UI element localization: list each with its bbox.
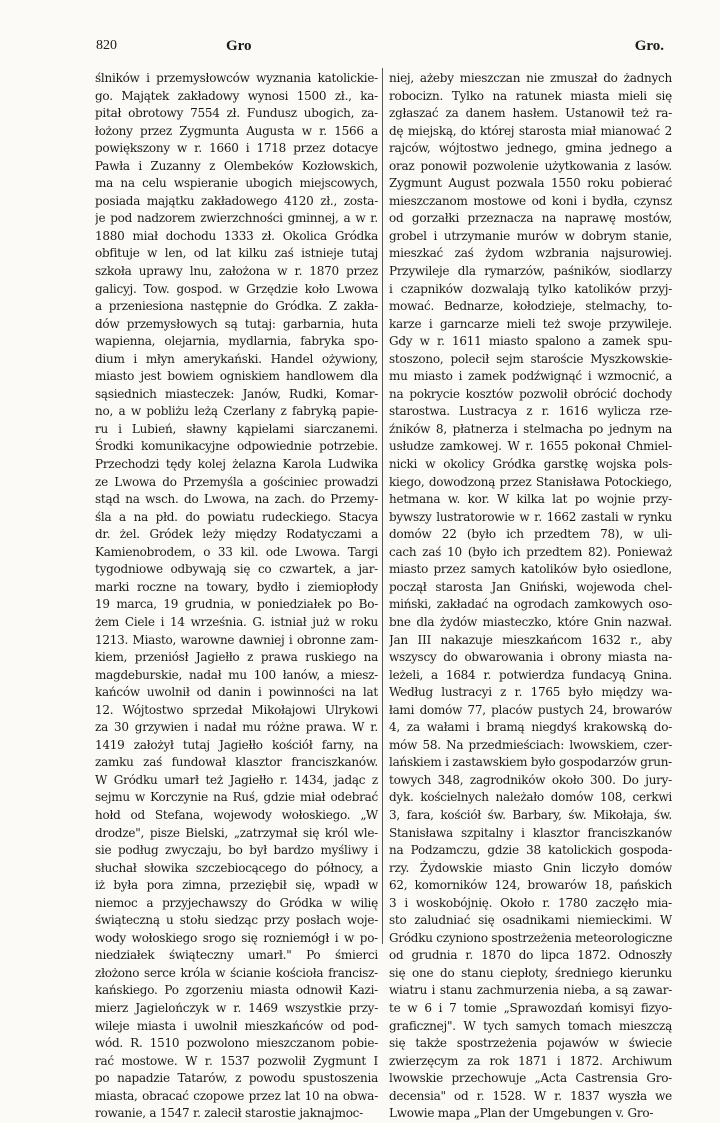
- text-line: sto zaludniać się osadnikami niemieckimi. W: [389, 913, 672, 928]
- text-line: 62, komorników 124, browarów 18, pańskich: [389, 878, 672, 893]
- text-line: wszyscy do obwarowania i obrony miasta na-: [389, 650, 672, 665]
- text-line: bywszy lustratorowie w r. 1662 zastali w rynku: [389, 509, 672, 524]
- text-line: towych 348, zagrodników około 300. Do jury-: [389, 772, 672, 787]
- text-line: robocizn. Tylko na ratunek miasta mieli się: [389, 88, 672, 103]
- text-line: niej, ażeby mieszczan nie zmuszał do żadnych: [389, 71, 672, 85]
- text-line: kiem, przeniósł Jagiełło z prawa ruskiego na: [95, 650, 378, 665]
- text-line: no, a w pobliżu leżą Czerlany z fabryką papie-: [95, 404, 378, 419]
- text-line: ru i Lubień, sławny kąpielami siarczanemi.: [95, 421, 378, 436]
- text-line: tygodniowe odbywają się co czwartek, a jar-: [95, 562, 378, 577]
- text-line: mować. Bednarze, kołodzieje, stelmachy, to-: [389, 299, 672, 314]
- text-line: szkoła uprawy lnu, założona w r. 1870 przez: [95, 264, 378, 279]
- text-line: wiatru i stanu zachmurzenia nieba, a są zawar-: [389, 983, 672, 998]
- text-line: te w 6 i 7 tomie „Sprawozdań komisyi fizyo-: [389, 1000, 672, 1015]
- text-line: na Podzamczu, gdzie 38 katolickich gospoda-: [389, 843, 672, 858]
- text-line: dr. żel. Gródek leży między Rodatyczami a: [95, 527, 378, 542]
- text-line: stąd na wsch. do Lwowa, na zach. do Przemy-: [95, 492, 378, 507]
- text-line: od gorzałki przeznacza na naprawę mostów,: [389, 211, 672, 226]
- text-line: 1213. Miasto, warowne dawniej i obronne zam-: [95, 632, 378, 647]
- text-line: zgłaszać za danem hasłem. Ustanowił też ra-: [389, 106, 672, 121]
- left-text-column: [95, 70, 378, 1123]
- text-line: ma na celu wspieranie ubogich miejscowych,: [95, 176, 378, 191]
- text-line: źników 8, płatnerza i stelmacha po jednym na: [389, 421, 672, 436]
- text-line: Przechodzi tędy kolej żelazna Karola Ludwika: [95, 457, 378, 472]
- text-line: Zygmunt August pozwala 1550 roku pobierać: [389, 176, 672, 191]
- text-line: wód. R. 1510 pozwolono mieszczanom pobie-: [95, 1036, 378, 1051]
- text-line: się także spostrzeżenia pojawów w świecie: [389, 1036, 672, 1051]
- text-line: miasto jest bowiem ogniskiem handlowem dla: [95, 369, 378, 384]
- text-line: powiększony w r. 1660 i 1718 przez dotacye: [95, 141, 378, 156]
- text-line: Gdy w r. 1611 miasto spalono a zamek spu-: [389, 334, 672, 349]
- text-line: mu miasto i zamek podźwignąć i wzmocnić, a: [389, 369, 672, 384]
- text-line: rowanie, a 1547 r. zalecił starostie jaknajmoc-: [95, 1106, 363, 1121]
- text-line: rajców, wójtostwo jednego, gmina jednego a: [389, 141, 672, 156]
- text-line: magdeburskie, nadał mu 100 łanów, a miesz-: [95, 667, 378, 682]
- text-line: iż była pora zimna, przeziębił się, wpadł w: [95, 878, 378, 893]
- text-line: Gródku czyniono spostrzeżenia meteorologiczne: [389, 930, 672, 945]
- text-line: miasta, obracać czopowe przez lat 10 na obwa-: [95, 1088, 378, 1103]
- text-line: nicki w okolicy Gródka garstkę wojska pols-: [389, 457, 672, 472]
- text-line: wileje miasta i uwolnił mieszkańców od pod-: [95, 1018, 378, 1033]
- text-line: mieszczanom mostowe od koni i bydła, czynsz: [389, 193, 672, 208]
- text-line: ślników i przemysłowców wyznania katolickie-: [95, 71, 378, 85]
- text-line: Kamienobrodem, o 33 kil. ode Lwowa. Targi: [95, 544, 378, 559]
- text-line: śla a na płd. do powiatu rudeckiego. Stacya: [95, 509, 378, 524]
- text-line: 1419 założył tutaj Jagiełło kościół farny, na: [95, 737, 378, 752]
- text-line: się one do stanu ciepłoty, średniego kierunku: [389, 965, 672, 980]
- text-line: Środki komunikacyjne odpowiednie potrzebie.: [95, 439, 378, 454]
- text-line: łami domów 77, placów pustych 24, browarów: [389, 702, 672, 717]
- text-line: grobel i utrzymanie murów w dobrym stanie,: [389, 228, 672, 243]
- text-line: hetmana w. kor. W kilka lat po wojnie przy-: [389, 492, 672, 507]
- text-line: domów 22 (było ich przedtem 78), w uli-: [389, 527, 672, 542]
- text-line: Przywileje dla rymarzów, paśników, siodlarzy: [389, 264, 672, 279]
- text-line: za 30 grzywien i nadał mu różne prawa. W r.: [95, 720, 378, 735]
- text-line: Jan III nakazuje mieszkańcom 1632 r., aby: [389, 632, 672, 647]
- text-line: wody wołoskiego srogo się rozniemógł i w po-: [95, 930, 378, 945]
- text-line: 1880 miał dochodu 1333 zł. Okolica Gródka: [95, 228, 378, 243]
- text-line: zamku zaś fundował klasztor franciszkanów.: [95, 755, 378, 770]
- page-number: 820: [96, 38, 117, 53]
- text-line: marki roczne na towary, bydło i ziemiopłody: [95, 579, 378, 594]
- text-line: leżeli, a 1684 r. potwierdza fundacyą Gnina.: [389, 667, 672, 682]
- text-line: rzy. Żydowskie miasto Gnin liczyło domów: [389, 860, 672, 875]
- text-line: od grudnia r. 1870 do lipca 1872. Odnoszły: [389, 948, 672, 963]
- text-line: hołd od Stefana, wojewody wołoskiego. „W: [95, 807, 378, 822]
- right-text-column: [389, 70, 672, 1123]
- text-line: a przeniesiona następnie do Gródka. Z zakła-: [95, 299, 378, 314]
- text-line: posiada majątku zakładowego 4120 zł., zosta-: [95, 193, 378, 208]
- text-line: począł starosta Jan Gniński, wojewoda chel-: [389, 579, 672, 594]
- text-line: bne dla żydów miasteczko, które Gnin nazwał.: [389, 614, 672, 629]
- text-line: dyk. kościelnych należało domów 108, cerkwi: [389, 790, 672, 805]
- text-line: miasto przez samych katolików było osiedlone,: [389, 562, 672, 577]
- text-line: sejmu w Korczynie na Ruś, gdzie miał odebrać: [95, 790, 378, 805]
- text-line: oraz ponowił pozwolenie użytkowania z lasów.: [389, 158, 672, 173]
- text-line: je pod nadzorem zwierzchności gminnej, a w r.: [95, 211, 378, 226]
- text-line: decensia" od r. 1528. W r. 1837 wyszła we: [389, 1088, 672, 1103]
- text-line: 19 marca, 19 grudnia, w poniedziałek po Bo-: [95, 597, 378, 612]
- text-line: dium i młyn amerykański. Handel ożywiony,: [95, 351, 378, 366]
- text-line: karze i garncarze mieli też swoje przywileje.: [389, 316, 672, 331]
- text-line: i czapników dozwalają tylko katolików przyj-: [389, 281, 672, 296]
- text-line: lańskiem i zastawskiem było gospodarzów grun-: [389, 755, 672, 770]
- text-line: go. Majątek zakładowy wynosi 1500 zł., ka-: [95, 88, 378, 103]
- text-line: miński, zakładać na ogrodach zamkowych oso-: [389, 597, 672, 612]
- text-line: zwierzęcym za rok 1871 i 1872. Archiwum: [389, 1053, 672, 1068]
- text-line: rać mostowe. W r. 1537 pozwolił Zygmunt I: [95, 1053, 378, 1068]
- text-line: W Gródku umarł też Jagiełło r. 1434, jadąc z: [95, 772, 378, 787]
- text-line: dów przemysłowych są tutaj: garbarnia, huta: [95, 316, 378, 331]
- text-line: kańskiego. Po zgorzeniu miasta odnowił Kazi-: [95, 983, 378, 998]
- text-line: sie podług zwyczaju, bo był bardzo myśliwy i: [95, 843, 378, 858]
- text-line: 3, fara, kościół św. Barbary, św. Mikołaja, św.: [389, 807, 672, 822]
- text-line: kiego, dowodzoną przez Stanisława Potockiego,: [389, 474, 672, 489]
- text-line: galicyj. Tow. gospod. w Grzędzie koło Lwowa: [95, 281, 378, 296]
- text-line: po napadzie Tatarów, z powodu spustoszenia: [95, 1071, 378, 1086]
- text-line: stoszono, polecił sejm staroście Myszkowskie-: [389, 351, 672, 366]
- text-line: niedziałek świąteczny umarł." Po śmierci: [95, 948, 378, 963]
- text-line: wapienna, olejarnia, mydlarnia, fabryka spo-: [95, 334, 378, 349]
- header-keyword-right: Gro.: [634, 38, 664, 54]
- text-line: Pawła i Zuzanny z Olembeków Kozłowskich,: [95, 158, 378, 173]
- text-line: Według lustracyi z r. 1765 było między wa-: [389, 685, 672, 700]
- column-divider: [382, 68, 383, 944]
- text-line: 3 i woskobójnię. Około r. 1780 zaczęło mia-: [389, 895, 672, 910]
- text-line: świąteczną u stołu siedząc przy posłach woje-: [95, 913, 378, 928]
- text-line: mów 58. Na przedmieściach: lwowskiem, czer-: [389, 737, 672, 752]
- running-header: [96, 38, 666, 60]
- text-line: złożono serce króla w ścianie kościoła francisz-: [95, 965, 378, 980]
- text-line: starostwa. Lustracya z r. 1616 wylicza rze-: [389, 404, 672, 419]
- text-line: ze Lwowa do Przemyśla a gościniec prowadzi: [95, 474, 378, 489]
- text-line: mieszkać zaś żydom wzbrania najsurowiej.: [389, 246, 672, 261]
- text-line: dę miejską, do której starosta miał mianować 2: [389, 123, 672, 138]
- text-line: usłudze zamkowej. W r. 1655 pokonał Chmiel-: [389, 439, 672, 454]
- text-line: żem Ciele i 14 września. G. istniał już w roku: [95, 614, 378, 629]
- text-line: graficznej". W tych samych tomach mieszczą: [389, 1018, 672, 1033]
- text-line: obfituje w len, od lat kilku zaś istnieje tutaj: [95, 246, 378, 261]
- header-keyword-left: Gro: [226, 38, 252, 54]
- text-line: na pokrycie kosztów pozwolił obrócić dochody: [389, 386, 672, 401]
- text-line: mierz Jagielończyk w r. 1469 wszystkie przy-: [95, 1000, 378, 1015]
- text-line: 12. Wójtostwo sprzedał Mikołajowi Ulrykowi: [95, 702, 378, 717]
- text-line: drodze", pisze Bielski, „zatrzymał się król wle-: [95, 825, 378, 840]
- text-line: łożony przez Zygmunta Augusta w r. 1566 a: [95, 123, 378, 138]
- text-line: cach zaś 10 (było ich przedtem 82). Ponieważ: [389, 544, 672, 559]
- text-line: kańców uwolnił od danin i powinności na lat: [95, 685, 378, 700]
- text-line: pitał obrotowy 7554 zł. Fundusz ubogich, za-: [95, 106, 378, 121]
- text-line: Lwowie mapa „Plan der Umgebungen v. Gro-: [389, 1106, 654, 1121]
- text-line: Stanisława szpitalny i klasztor franciszkanów: [389, 825, 672, 840]
- text-line: sąsiednich miasteczek: Janów, Rudki, Komar-: [95, 386, 378, 401]
- text-line: niemoc a przyjechawszy do Gródka w wilię: [95, 895, 378, 910]
- text-line: lwowskie przechowuje „Acta Castrensia Gro-: [389, 1071, 672, 1086]
- text-line: 4, za wałami i bramą niegdyś krakowską do-: [389, 720, 672, 735]
- text-line: słuchał słowika szczebiocącego do północy, a: [95, 860, 378, 875]
